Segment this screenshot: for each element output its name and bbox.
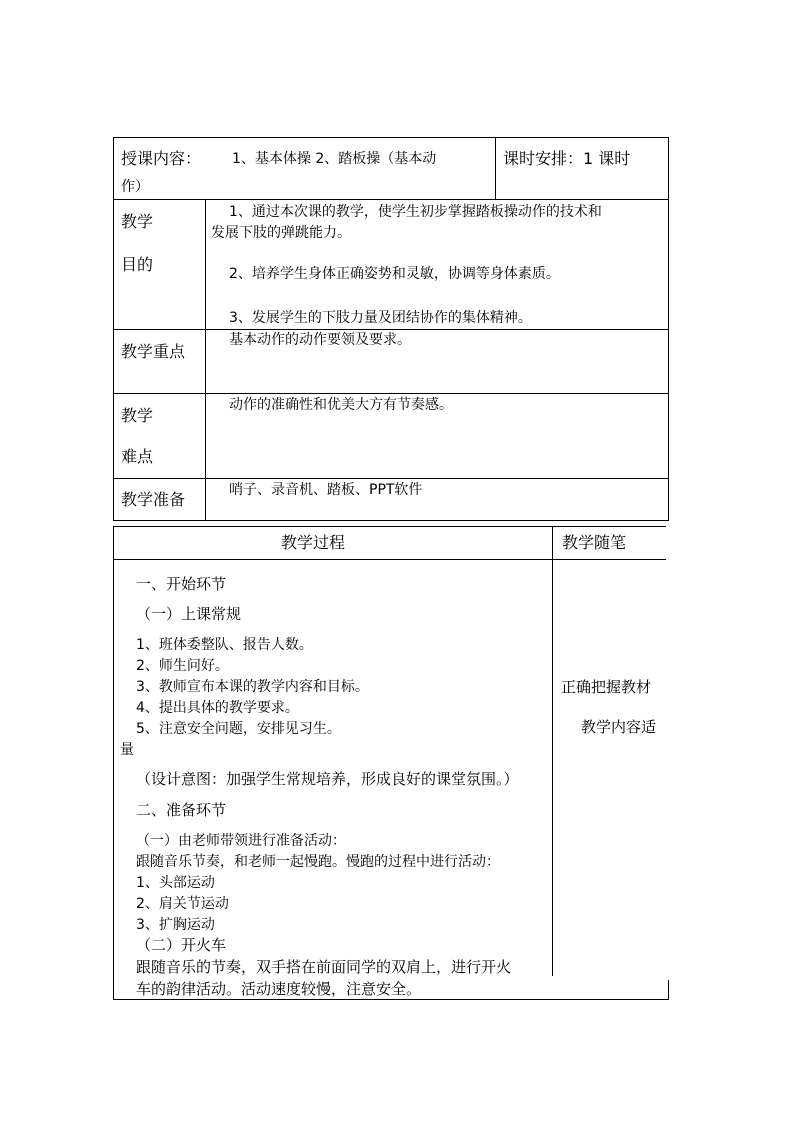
process-col-divider: [552, 526, 553, 976]
table-right-border-top: [668, 137, 669, 520]
notes-header: 教学随笔: [562, 533, 627, 552]
stray-char: 量: [120, 742, 134, 758]
objective-1-line2: 发展下肢的弹跳能力。: [211, 225, 351, 241]
train-activity-line2: 车的韵律活动。活动速度较慢，注意安全。: [136, 980, 422, 998]
difficulties-value: 动作的准确性和优美大方有节奏感。: [229, 397, 453, 413]
preparation-value: 哨子、录音机、踏板、PPT软件: [229, 482, 423, 498]
row-divider-4: [113, 478, 669, 479]
section1-subtitle: （一）上课常规: [136, 605, 242, 623]
row-divider-3: [113, 393, 669, 394]
list-item: 4、提出具体的教学要求。: [136, 700, 299, 716]
train-activity-line1: 跟随音乐的节奏，双手搭在前面同学的双肩上，进行开火: [136, 958, 512, 976]
section1-title: 一、开始环节: [136, 575, 227, 593]
key-points-value: 基本动作的动作要领及要求。: [229, 332, 411, 348]
process-right-border: [668, 980, 669, 999]
difficulties-label-line2: 难点: [121, 447, 154, 466]
difficulties-label-line1: 教学: [121, 406, 154, 425]
section2-subtitle-1: （一）由老师带领进行准备活动：: [136, 833, 346, 849]
process-left-border: [113, 526, 114, 999]
objective-1-line1: 1、通过本次课的教学，使学生初步掌握踏板操动作的技术和: [229, 204, 602, 220]
row-divider-5: [113, 520, 669, 521]
section2-subtitle-2: （二）开火车: [136, 936, 227, 954]
section2-description: 跟随音乐节奏，和老师一起慢跑。慢跑的过程中进行活动：: [136, 854, 500, 870]
objective-2: 2、培养学生身体正确姿势和灵敏，协调等身体素质。: [229, 266, 560, 282]
process-header-divider: [113, 559, 666, 560]
list-item: 5、注意安全问题，安排见习生。: [136, 721, 341, 737]
process-top-border: [113, 526, 666, 527]
list-item: 3、教师宣布本课的教学内容和目标。: [136, 679, 369, 695]
section2-title: 二、准备环节: [136, 801, 227, 819]
objectives-label-line2: 目的: [121, 255, 154, 274]
content-value-line1: 1、基本体操 2、踏板操（基本动: [232, 151, 437, 167]
content-value-line2: 作）: [121, 179, 149, 195]
content-label: 授课内容：: [121, 149, 202, 168]
label-col-divider: [205, 199, 206, 520]
objective-3: 3、发展学生的下肢力量及团结协作的集体精神。: [229, 310, 532, 326]
key-points-label: 教学重点: [121, 342, 186, 361]
design-intent: （设计意图：加强学生常规培养，形成良好的课堂氛围。）: [136, 770, 519, 788]
row-divider-2: [113, 329, 669, 330]
list-item: 1、头部运动: [136, 875, 215, 891]
table-left-border-top: [113, 137, 114, 520]
schedule-label: 课时安排：1 课时: [503, 149, 631, 168]
process-header: 教学过程: [281, 533, 346, 552]
list-item: 1、班体委整队、报告人数。: [136, 637, 313, 653]
row-divider-1: [113, 199, 669, 200]
notes-line1: 正确把握教材: [561, 678, 652, 696]
list-item: 2、肩关节运动: [136, 896, 229, 912]
list-item: 2、师生问好。: [136, 658, 229, 674]
notes-line2: 教学内容适: [581, 718, 657, 736]
table-top-border: [113, 137, 669, 138]
header-col-divider: [495, 137, 496, 199]
preparation-label: 教学准备: [121, 490, 186, 509]
list-item: 3、扩胸运动: [136, 917, 215, 933]
objectives-label-line1: 教学: [121, 212, 154, 231]
process-bottom-border: [113, 999, 669, 1000]
